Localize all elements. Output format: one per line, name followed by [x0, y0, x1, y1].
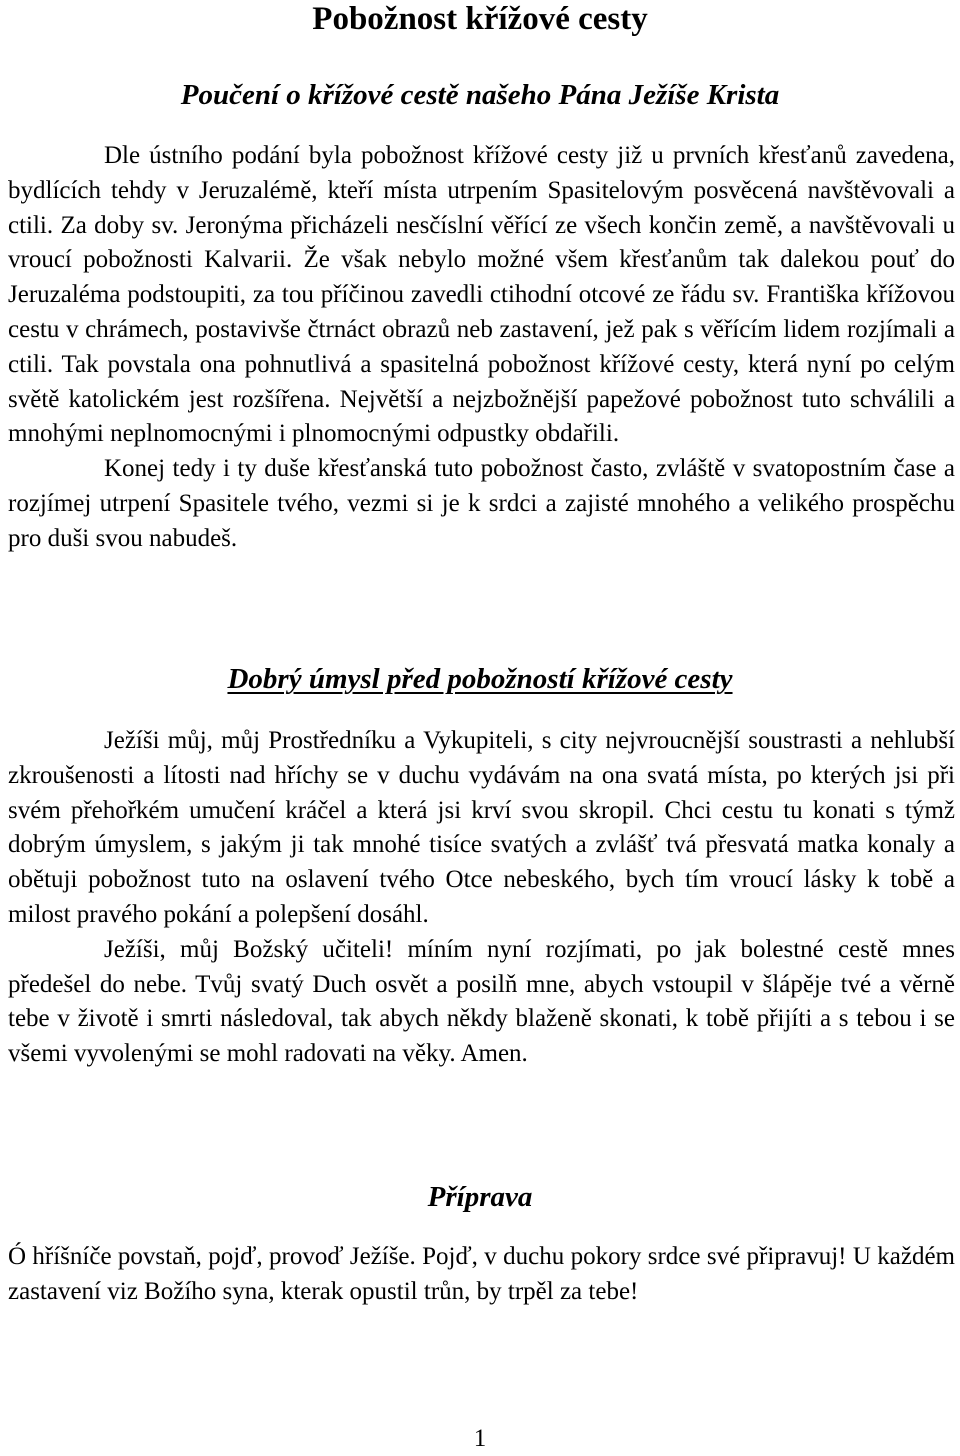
intro-section: [8, 139, 955, 557]
intro-heading: Poučení o křížové cestě našeho Pána Ježíše Krista: [180, 79, 780, 111]
intention-paragraph: Ježíši, můj Božský učiteli! míním nyní rozjímati, po jak bolestné cestě mnes předešel do nebe. Tvůj svatý Duch osvět a posilň mne, abych vstoupil v šlápěje tvé a věrně tebe v životě i smrti následoval, tak abych někdy blaženě skonati, k tobě přijíti a s tebou i se všemi vyvolenými se mohl radovati na věky. Amen.: [8, 935, 955, 1068]
intention-paragraph: Ježíši můj, můj Prostředníku a Vykupiteli, s city nejvroucnější soustrasti a nehlubší zkroušenosti a lítosti nad hříchy se v duchu vydávám na ona svatá místa, po kterých jsi při svém přehořkém umučení kráčel a která jsi krví svou skropil. Chci cestu tu konati s týmž dobrým úmyslem, s jakým ji tak mnohé tisíce svatých a zvlášť tvá přesvatá matka konaly a obětuji pobožnost tuto na oslavení tvého Otce nebeského, bych tím vroucí lásky k tobě a milost pravého pokání a polepšení dosáhl.: [8, 727, 955, 928]
preparation-heading: Příprava: [427, 1181, 533, 1213]
page-number: 1: [473, 1425, 487, 1452]
preparation-paragraph: Ó hříšníče povstaň, pojď, provoď Ježíše. Pojď, v duchu pokory srdce své připravuj! U každém zastavení viz Božího syna, kterak opustil trůn, by trpěl za tebe!: [8, 1243, 955, 1305]
intro-paragraph: Dle ústního podání byla pobožnost křížové cesty již u prvních křesťanů zavedena, bydlících tehdy v Jeruzalémě, kteří místa utrpením Spasitelovým posvěcená navštěvovali a ctili. Za doby sv. Jeronýma přicházeli nesčíslní věřící ze všech končin země, a navštěvovali u vroucí pobožnosti Kalvarii. Že však nebylo možné všem křesťanům tak dalekou pouť do Jeruzaléma podstoupiti, za tou příčinou zavedli ctihodní otcové ze řádu sv. Františka křížovou cestu v chrámech, postavivše čtrnáct obrazů neb zastavení, jež pak s věřícím lidem rozjímali a ctili. Tak povstala ona pohnutlivá a spasitelná pobožnost křížové cesty, která nyní po celým světě katolickém jest rozšířena. Největší a nejzbožnější papežové pobožnost tuto schválili a mnohými neplnomocnými i plnomocnými odpustky obdařili.: [8, 142, 955, 448]
intention-section: [8, 724, 955, 1072]
intro-paragraph: Konej tedy i ty duše křesťanská tuto pobožnost často, zvláště v svatopostním čase a rozjímej utrpení Spasitele tvého, vezmi si je k srdci a zajisté mnohého a velikého prospěchu pro duši svou nabudeš.: [8, 455, 955, 552]
document-title: Pobožnost křížové cesty: [312, 1, 648, 37]
intention-heading: [0, 662, 960, 696]
intention-heading-text: Dobrý úmysl před pobožností křížové cesty: [227, 663, 733, 695]
preparation-section: [8, 1240, 955, 1310]
